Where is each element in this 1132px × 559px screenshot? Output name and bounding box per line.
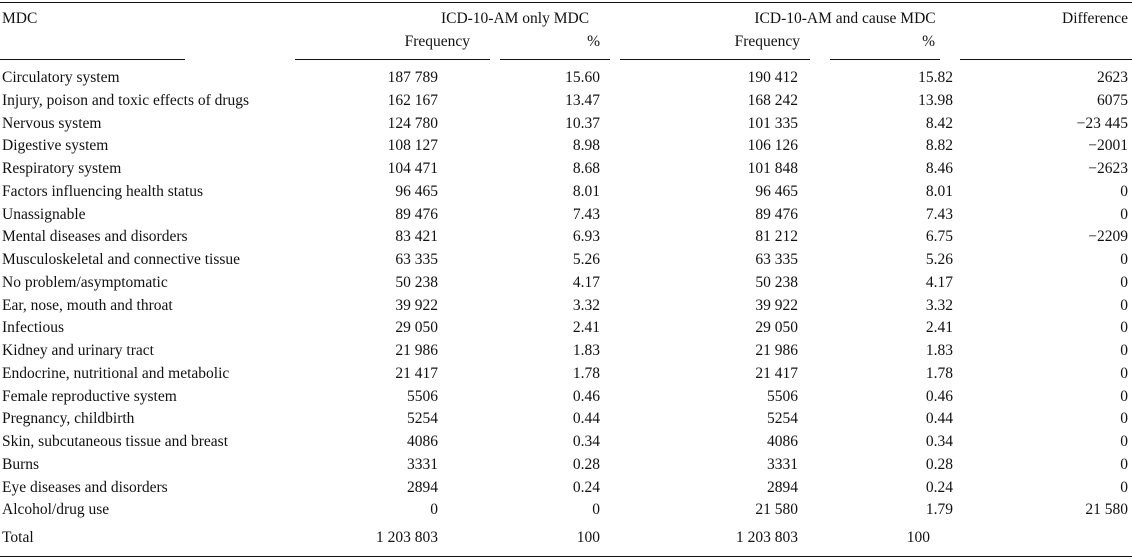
column-group-header-icd-only: ICD-10-AM only MDC — [440, 10, 590, 27]
row-difference: 0 — [1120, 274, 1128, 291]
column-header-mdc: MDC — [2, 10, 38, 27]
row-frequency-1: 4086 — [407, 433, 438, 450]
row-frequency-2: 106 126 — [747, 137, 798, 154]
row-frequency-2: 21 580 — [755, 501, 798, 518]
row-percent-1: 8.68 — [572, 160, 600, 177]
row-difference: 0 — [1120, 183, 1128, 200]
row-label: Ear, nose, mouth and throat — [2, 297, 173, 314]
row-percent-1: 10.37 — [565, 115, 600, 132]
row-frequency-2: 168 242 — [747, 92, 798, 109]
row-difference: 0 — [1120, 456, 1128, 473]
row-difference: −2623 — [1088, 160, 1128, 177]
row-frequency-2: 3331 — [767, 456, 798, 473]
row-label: Endocrine, nutritional and metabolic — [2, 365, 230, 382]
row-frequency-2: 96 465 — [755, 183, 798, 200]
row-percent-1: 0.28 — [572, 456, 600, 473]
header-rule-segment — [500, 59, 610, 60]
row-frequency-1: 2894 — [407, 479, 438, 496]
row-frequency-1: 0 — [430, 501, 438, 518]
row-frequency-1: 3331 — [407, 456, 438, 473]
header-rule-segment — [295, 59, 490, 60]
header-rule-segment — [620, 59, 810, 60]
row-difference: 0 — [1120, 297, 1128, 314]
row-frequency-2: 101 848 — [747, 160, 798, 177]
row-percent-1: 0.34 — [572, 433, 600, 450]
row-percent-1: 6.93 — [572, 228, 600, 245]
row-frequency-1: 29 050 — [395, 319, 438, 336]
row-frequency-1: 5506 — [407, 388, 438, 405]
row-percent-1: 5.26 — [572, 251, 600, 268]
row-difference: 21 580 — [1085, 501, 1128, 518]
row-label: Alcohol/drug use — [2, 501, 110, 518]
row-difference: 2623 — [1097, 69, 1128, 86]
row-frequency-2: 81 212 — [755, 228, 798, 245]
row-difference: 0 — [1120, 479, 1128, 496]
row-difference: 0 — [1120, 206, 1128, 223]
row-label: Digestive system — [2, 137, 109, 154]
row-percent-2: 2.41 — [925, 319, 953, 336]
row-frequency-1: 21 417 — [395, 365, 438, 382]
header-rule-segment — [960, 59, 1132, 60]
row-label: Pregnancy, childbirth — [2, 410, 135, 427]
row-frequency-1: 124 780 — [387, 115, 438, 132]
row-frequency-1: 63 335 — [395, 251, 438, 268]
row-percent-2: 0.44 — [925, 410, 953, 427]
column-header-difference: Difference — [1062, 10, 1128, 27]
total-frequency-2: 1 203 803 — [736, 529, 798, 546]
row-frequency-2: 2894 — [767, 479, 798, 496]
row-percent-1: 8.01 — [572, 183, 600, 200]
row-label: Female reproductive system — [2, 388, 177, 405]
row-label: Kidney and urinary tract — [2, 342, 154, 359]
column-header-frequency-1: Frequency — [404, 33, 470, 50]
column-group-header-icd-and-cause: ICD-10-AM and cause MDC — [754, 10, 936, 27]
row-label: Injury, poison and toxic effects of drugs — [2, 92, 250, 109]
column-header-percent-1: % — [587, 33, 600, 50]
row-percent-2: 0.34 — [925, 433, 953, 450]
row-percent-2: 4.17 — [925, 274, 953, 291]
row-percent-2: 15.82 — [918, 69, 953, 86]
row-label: Skin, subcutaneous tissue and breast — [2, 433, 229, 450]
row-difference: 0 — [1120, 319, 1128, 336]
row-label: Mental diseases and disorders — [2, 228, 188, 245]
row-difference: −23 445 — [1076, 115, 1128, 132]
row-percent-2: 8.01 — [925, 183, 953, 200]
row-label: No problem/asymptomatic — [2, 274, 168, 291]
row-frequency-1: 104 471 — [387, 160, 438, 177]
row-percent-2: 0.24 — [925, 479, 953, 496]
row-frequency-2: 29 050 — [755, 319, 798, 336]
row-percent-2: 8.82 — [925, 137, 953, 154]
row-percent-2: 0.46 — [925, 388, 953, 405]
row-frequency-1: 162 167 — [387, 92, 438, 109]
row-difference: 0 — [1120, 433, 1128, 450]
row-frequency-2: 101 335 — [747, 115, 798, 132]
total-percent-1: 100 — [576, 529, 600, 546]
row-frequency-2: 39 922 — [755, 297, 798, 314]
row-percent-2: 7.43 — [925, 206, 953, 223]
column-header-frequency-2: Frequency — [734, 33, 800, 50]
column-header-percent-2: % — [922, 33, 935, 50]
row-frequency-2: 21 986 — [755, 342, 798, 359]
row-difference: 0 — [1120, 388, 1128, 405]
row-label: Factors influencing health status — [2, 183, 204, 200]
row-frequency-1: 39 922 — [395, 297, 438, 314]
row-frequency-2: 4086 — [767, 433, 798, 450]
row-percent-1: 2.41 — [572, 319, 600, 336]
row-difference: 0 — [1120, 251, 1128, 268]
top-rule — [0, 2, 1132, 3]
row-frequency-2: 50 238 — [755, 274, 798, 291]
row-frequency-1: 50 238 — [395, 274, 438, 291]
row-percent-1: 0 — [592, 501, 600, 518]
row-frequency-1: 96 465 — [395, 183, 438, 200]
row-label: Circulatory system — [2, 69, 120, 86]
row-label: Nervous system — [2, 115, 102, 132]
row-percent-1: 15.60 — [565, 69, 600, 86]
row-percent-2: 3.32 — [925, 297, 953, 314]
row-frequency-1: 89 476 — [395, 206, 438, 223]
row-frequency-2: 63 335 — [755, 251, 798, 268]
row-percent-1: 4.17 — [572, 274, 600, 291]
row-percent-1: 1.78 — [572, 365, 600, 382]
row-frequency-2: 21 417 — [755, 365, 798, 382]
row-frequency-2: 190 412 — [747, 69, 798, 86]
row-frequency-2: 5254 — [767, 410, 798, 427]
row-percent-2: 0.28 — [925, 456, 953, 473]
row-difference: 0 — [1120, 342, 1128, 359]
row-percent-1: 3.32 — [572, 297, 600, 314]
row-percent-2: 6.75 — [925, 228, 953, 245]
row-label: Respiratory system — [2, 160, 122, 177]
row-label: Musculoskeletal and connective tissue — [2, 251, 241, 268]
row-label: Eye diseases and disorders — [2, 479, 168, 496]
row-difference: −2209 — [1088, 228, 1128, 245]
row-percent-2: 1.78 — [925, 365, 953, 382]
row-difference: 0 — [1120, 365, 1128, 382]
row-percent-2: 1.83 — [925, 342, 953, 359]
row-frequency-1: 5254 — [407, 410, 438, 427]
header-rule-segment — [830, 59, 940, 60]
row-percent-2: 1.79 — [925, 501, 953, 518]
row-difference: 6075 — [1097, 92, 1128, 109]
row-difference: 0 — [1120, 410, 1128, 427]
row-percent-2: 5.26 — [925, 251, 953, 268]
row-percent-1: 0.24 — [572, 479, 600, 496]
row-frequency-1: 83 421 — [395, 228, 438, 245]
row-percent-2: 8.42 — [925, 115, 953, 132]
row-label: Unassignable — [2, 206, 86, 223]
row-percent-2: 13.98 — [918, 92, 953, 109]
bottom-rule — [0, 556, 1132, 557]
row-frequency-2: 5506 — [767, 388, 798, 405]
row-percent-1: 7.43 — [572, 206, 600, 223]
row-label: Infectious — [2, 319, 64, 336]
row-percent-1: 0.46 — [572, 388, 600, 405]
total-label: Total — [2, 529, 34, 546]
row-label: Burns — [2, 456, 40, 473]
row-difference: −2001 — [1088, 137, 1128, 154]
row-percent-1: 1.83 — [572, 342, 600, 359]
row-frequency-1: 187 789 — [387, 69, 438, 86]
total-frequency-1: 1 203 803 — [376, 529, 438, 546]
row-percent-1: 8.98 — [572, 137, 600, 154]
row-percent-1: 13.47 — [565, 92, 600, 109]
row-frequency-2: 89 476 — [755, 206, 798, 223]
row-frequency-1: 21 986 — [395, 342, 438, 359]
header-rule-segment — [0, 59, 185, 60]
row-frequency-1: 108 127 — [387, 137, 438, 154]
total-percent-2: 100 — [906, 529, 930, 546]
row-percent-1: 0.44 — [572, 410, 600, 427]
row-percent-2: 8.46 — [925, 160, 953, 177]
